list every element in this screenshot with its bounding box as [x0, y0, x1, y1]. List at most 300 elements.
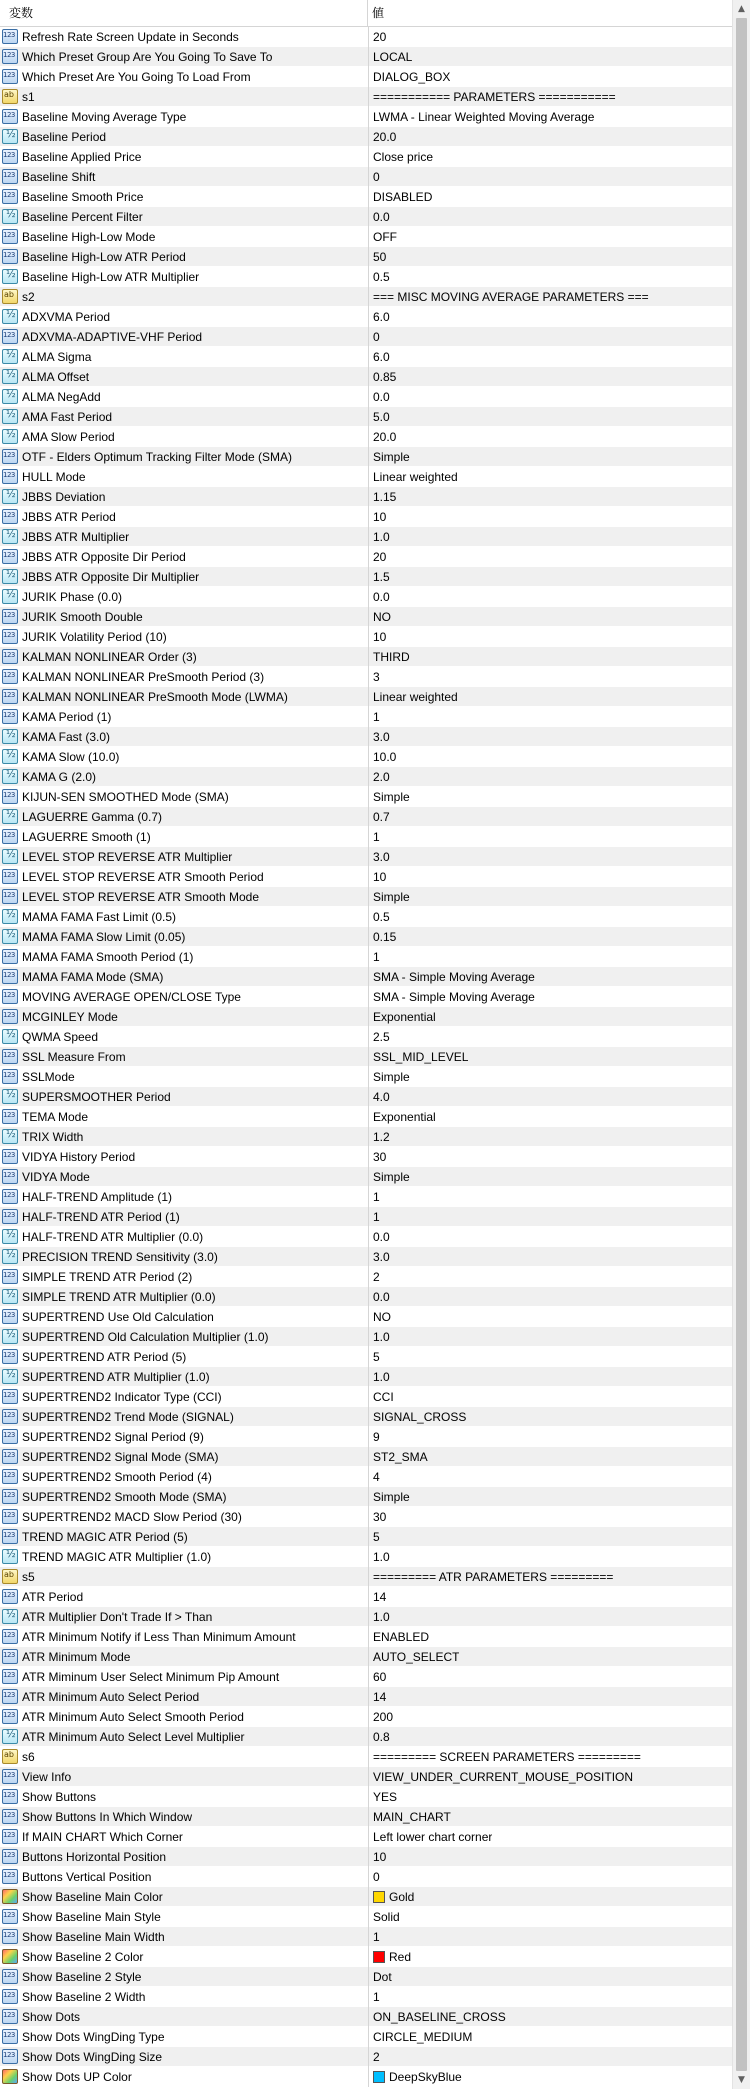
parameter-row[interactable] — [0, 1107, 732, 1127]
parameter-value[interactable] — [369, 1250, 390, 1264]
parameter-name: KAMA Fast (3.0) — [22, 729, 111, 744]
parameter-value[interactable] — [369, 730, 390, 744]
parameter-value[interactable] — [369, 370, 396, 384]
parameter-value[interactable] — [369, 830, 380, 844]
parameter-name: SUPERTREND2 Indicator Type (CCI) — [22, 1389, 222, 1404]
parameter-row[interactable] — [0, 247, 732, 267]
scroll-up-icon[interactable]: ▲ — [738, 4, 745, 14]
parameter-value[interactable] — [369, 490, 396, 504]
parameter-row[interactable] — [0, 747, 732, 767]
parameter-value[interactable] — [369, 250, 386, 264]
parameter-value[interactable] — [369, 1670, 386, 1684]
parameter-row[interactable] — [0, 187, 732, 207]
parameter-value[interactable] — [369, 950, 380, 964]
parameter-value[interactable] — [369, 230, 397, 244]
parameter-value[interactable] — [369, 970, 535, 984]
integer-type-icon — [2, 1629, 18, 1644]
parameter-row[interactable] — [0, 1827, 732, 1847]
parameter-row[interactable] — [0, 1947, 732, 1967]
parameter-value-text: Left lower chart corner — [373, 1829, 493, 1844]
parameter-row[interactable] — [0, 1807, 732, 1827]
parameter-row[interactable] — [0, 867, 732, 887]
parameter-value-text: LWMA - Linear Weighted Moving Average — [373, 109, 595, 124]
parameter-name: ALMA NegAdd — [22, 389, 101, 404]
parameter-row[interactable] — [0, 1247, 732, 1267]
parameter-value[interactable] — [369, 590, 390, 604]
parameter-name: s1 — [22, 89, 35, 104]
parameter-name: AMA Slow Period — [22, 429, 115, 444]
parameter-value[interactable] — [369, 1290, 390, 1304]
parameter-value[interactable] — [369, 710, 380, 724]
parameter-row[interactable] — [0, 1507, 732, 1527]
parameter-value[interactable] — [369, 630, 386, 644]
parameter-value-text: 0.5 — [373, 909, 390, 924]
parameter-row[interactable] — [0, 1227, 732, 1247]
parameter-value-text: Red — [389, 1949, 412, 1964]
parameter-row[interactable] — [0, 607, 732, 627]
parameter-row[interactable] — [0, 547, 732, 567]
parameter-value-text: ========= ATR PARAMETERS ========= — [373, 1569, 614, 1584]
parameter-row[interactable] — [0, 927, 732, 947]
parameter-row[interactable] — [0, 807, 732, 827]
parameter-value[interactable] — [369, 330, 380, 344]
integer-type-icon — [2, 889, 18, 904]
parameter-value[interactable] — [369, 190, 432, 204]
parameter-value[interactable] — [369, 2070, 462, 2084]
parameter-row[interactable] — [0, 407, 732, 427]
parameter-value[interactable] — [369, 1630, 429, 1644]
parameter-value[interactable] — [369, 1410, 466, 1424]
parameter-row[interactable] — [0, 1147, 732, 1167]
parameter-value-text: 5 — [373, 1349, 380, 1364]
parameter-value[interactable] — [369, 290, 649, 304]
parameter-name: Baseline High-Low ATR Multiplier — [22, 269, 200, 284]
parameter-row[interactable] — [0, 627, 732, 647]
parameter-row[interactable] — [0, 1667, 732, 1687]
parameter-row[interactable] — [0, 1407, 732, 1427]
parameter-row[interactable] — [0, 1707, 732, 1727]
parameter-value[interactable] — [369, 1870, 380, 1884]
parameter-name: JBBS ATR Opposite Dir Period — [22, 549, 186, 564]
parameter-value-text: Simple — [373, 789, 410, 804]
integer-type-icon — [2, 949, 18, 964]
integer-type-icon — [2, 1829, 18, 1844]
parameter-value[interactable] — [369, 350, 390, 364]
parameter-name: AMA Fast Period — [22, 409, 113, 424]
parameter-value[interactable] — [369, 930, 396, 944]
parameter-row[interactable] — [0, 1387, 732, 1407]
parameter-value[interactable] — [369, 130, 396, 144]
parameter-value[interactable] — [369, 890, 410, 904]
parameter-row[interactable] — [0, 287, 732, 307]
parameter-value[interactable] — [369, 1930, 380, 1944]
parameter-row[interactable] — [0, 1367, 732, 1387]
parameter-row[interactable] — [0, 107, 732, 127]
parameter-value-text: 1 — [373, 1929, 380, 1944]
double-type-icon — [2, 589, 18, 604]
parameter-value[interactable] — [369, 670, 380, 684]
parameter-value[interactable] — [369, 1810, 451, 1824]
parameter-value[interactable] — [369, 690, 458, 704]
parameter-row[interactable] — [0, 847, 732, 867]
parameter-value[interactable] — [369, 610, 391, 624]
integer-type-icon — [2, 549, 18, 564]
parameter-value[interactable] — [369, 1230, 390, 1244]
parameter-row[interactable] — [0, 347, 732, 367]
parameter-row[interactable] — [0, 567, 732, 587]
parameter-row[interactable] — [0, 387, 732, 407]
parameter-value[interactable] — [369, 1490, 410, 1504]
parameter-value[interactable] — [369, 1390, 394, 1404]
parameter-value[interactable] — [369, 410, 390, 424]
parameter-row[interactable] — [0, 207, 732, 227]
integer-type-icon — [2, 1709, 18, 1724]
string-type-icon — [2, 289, 18, 304]
parameter-value[interactable] — [369, 470, 458, 484]
parameter-row[interactable] — [0, 767, 732, 787]
parameter-row[interactable] — [0, 1467, 732, 1487]
parameter-row[interactable] — [0, 1027, 732, 1047]
parameter-value[interactable] — [369, 1310, 391, 1324]
parameter-value[interactable] — [369, 310, 390, 324]
parameter-value[interactable] — [369, 1430, 380, 1444]
parameter-row[interactable] — [0, 1767, 732, 1787]
parameter-value[interactable] — [369, 110, 594, 124]
parameter-row[interactable] — [0, 1047, 732, 1067]
parameter-value-text: 1 — [373, 829, 380, 844]
parameter-value-text: DISABLED — [373, 189, 433, 204]
parameter-row[interactable] — [0, 447, 732, 467]
parameter-name: Show Dots WingDing Size — [22, 2049, 163, 2064]
integer-type-icon — [2, 1789, 18, 1804]
double-type-icon — [2, 1369, 18, 1384]
parameter-value[interactable] — [369, 1450, 428, 1464]
parameter-name: KALMAN NONLINEAR PreSmooth Mode (LWMA) — [22, 689, 288, 704]
parameter-row[interactable] — [0, 67, 732, 87]
parameter-row[interactable] — [0, 727, 732, 747]
parameter-value-text: 1 — [373, 709, 380, 724]
parameter-value[interactable] — [369, 570, 390, 584]
double-type-icon — [2, 929, 18, 944]
parameter-value-text: NO — [373, 609, 391, 624]
parameter-value[interactable] — [369, 1190, 380, 1204]
parameter-row[interactable] — [0, 1547, 732, 1567]
parameter-name: Baseline High-Low ATR Period — [22, 249, 186, 264]
parameter-row[interactable] — [0, 967, 732, 987]
parameter-value[interactable] — [369, 1130, 390, 1144]
parameter-value[interactable] — [369, 210, 390, 224]
parameter-value[interactable] — [369, 850, 390, 864]
scroll-down-icon[interactable]: ▼ — [738, 2075, 745, 2085]
double-type-icon — [2, 129, 18, 144]
parameter-row[interactable] — [0, 1327, 732, 1347]
parameter-value[interactable] — [369, 1970, 392, 1984]
parameter-value[interactable] — [369, 150, 433, 164]
parameter-value[interactable] — [369, 170, 380, 184]
parameter-name: QWMA Speed — [22, 1029, 99, 1044]
parameter-name: LAGUERRE Smooth (1) — [22, 829, 151, 844]
parameter-row[interactable] — [0, 1587, 732, 1607]
parameter-row[interactable] — [0, 1307, 732, 1327]
parameter-value[interactable] — [369, 90, 616, 104]
parameter-name: s6 — [22, 1749, 35, 1764]
double-type-icon — [2, 1229, 18, 1244]
parameter-value-text: 14 — [373, 1689, 387, 1704]
parameter-value[interactable] — [369, 1890, 414, 1904]
parameter-value-text: 30 — [373, 1149, 387, 1164]
parameter-value-text: 1.0 — [373, 529, 390, 544]
parameter-name: JURIK Volatility Period (10) — [22, 629, 167, 644]
parameter-row[interactable] — [0, 1727, 732, 1747]
double-type-icon — [2, 1609, 18, 1624]
parameter-value[interactable] — [369, 2030, 472, 2044]
color-swatch — [373, 1951, 385, 1963]
vertical-scrollbar[interactable] — [732, 0, 750, 2089]
integer-type-icon — [2, 1409, 18, 1424]
parameter-value[interactable] — [369, 1650, 459, 1664]
parameter-name: MOVING AVERAGE OPEN/CLOSE Type — [22, 989, 241, 1004]
parameter-row[interactable] — [0, 2007, 732, 2027]
parameter-row[interactable] — [0, 527, 732, 547]
parameter-value-text: 0.7 — [373, 809, 390, 824]
parameter-value-text: Linear weighted — [373, 689, 458, 704]
parameter-value[interactable] — [369, 750, 396, 764]
parameter-value[interactable] — [369, 1030, 390, 1044]
parameter-row[interactable] — [0, 987, 732, 1007]
parameter-row[interactable] — [0, 47, 732, 67]
parameter-row[interactable] — [0, 1927, 732, 1947]
parameter-value[interactable] — [369, 1470, 380, 1484]
parameter-row[interactable] — [0, 127, 732, 147]
double-type-icon — [2, 1329, 18, 1344]
parameter-value[interactable] — [369, 1090, 390, 1104]
parameter-value[interactable] — [369, 270, 390, 284]
integer-type-icon — [2, 1449, 18, 1464]
parameter-row[interactable] — [0, 787, 732, 807]
parameter-value[interactable] — [369, 1790, 397, 1804]
parameter-value[interactable] — [369, 1210, 380, 1224]
parameter-value[interactable] — [369, 1950, 411, 1964]
parameter-value[interactable] — [369, 1830, 492, 1844]
parameter-value-text: 1.0 — [373, 1329, 390, 1344]
parameter-row[interactable] — [0, 667, 732, 687]
parameter-row[interactable] — [0, 1447, 732, 1467]
parameter-value[interactable] — [369, 510, 386, 524]
parameter-value-text: Simple — [373, 1489, 410, 1504]
parameter-row[interactable] — [0, 947, 732, 967]
parameter-row[interactable] — [0, 707, 732, 727]
parameter-value[interactable] — [369, 2010, 506, 2024]
parameter-value[interactable] — [369, 1050, 468, 1064]
parameter-row[interactable] — [0, 27, 732, 47]
parameter-value[interactable] — [369, 1610, 390, 1624]
parameter-value[interactable] — [369, 1350, 380, 1364]
parameter-row[interactable] — [0, 327, 732, 347]
integer-type-icon — [2, 29, 18, 44]
parameter-value[interactable] — [369, 30, 386, 44]
parameter-value[interactable] — [369, 790, 410, 804]
parameter-value[interactable] — [369, 1270, 380, 1284]
parameter-value[interactable] — [369, 430, 396, 444]
parameter-row[interactable] — [0, 1067, 732, 1087]
parameter-value-text: Exponential — [373, 1109, 436, 1124]
parameter-row[interactable] — [0, 1887, 732, 1907]
parameter-value[interactable] — [369, 2050, 380, 2064]
parameter-row[interactable] — [0, 1847, 732, 1867]
parameter-row[interactable] — [0, 907, 732, 927]
parameter-name: OTF - Elders Optimum Tracking Filter Mode (SMA) — [22, 449, 293, 464]
parameter-row[interactable] — [0, 1167, 732, 1187]
parameter-name: LAGUERRE Gamma (0.7) — [22, 809, 163, 824]
parameter-row[interactable] — [0, 2067, 732, 2087]
parameter-value[interactable] — [369, 390, 390, 404]
parameter-value-text: Gold — [389, 1889, 415, 1904]
parameter-row[interactable] — [0, 687, 732, 707]
parameter-row[interactable] — [0, 1967, 732, 1987]
parameter-value[interactable] — [369, 910, 390, 924]
parameter-value-text: 0.85 — [373, 369, 397, 384]
parameter-row[interactable] — [0, 1987, 732, 2007]
parameter-row[interactable] — [0, 427, 732, 447]
parameter-value-text: CIRCLE_MEDIUM — [373, 2029, 473, 2044]
parameter-row[interactable] — [0, 1527, 732, 1547]
integer-type-icon — [2, 109, 18, 124]
parameter-value[interactable] — [369, 550, 386, 564]
parameter-row[interactable] — [0, 2027, 732, 2047]
parameter-value[interactable] — [369, 870, 386, 884]
parameter-row[interactable] — [0, 1487, 732, 1507]
column-header-variable[interactable]: 変数 — [0, 0, 368, 26]
parameter-value-text: 0 — [373, 1869, 380, 1884]
parameter-row[interactable] — [0, 1627, 732, 1647]
parameter-value[interactable] — [369, 810, 390, 824]
parameter-row[interactable] — [0, 1267, 732, 1287]
parameter-row[interactable] — [0, 1907, 732, 1927]
integer-type-icon — [2, 449, 18, 464]
parameter-value-text: 4.0 — [373, 1089, 390, 1104]
parameter-row[interactable] — [0, 1687, 732, 1707]
parameter-row[interactable] — [0, 1187, 732, 1207]
parameter-value-text: 1.15 — [373, 489, 397, 504]
parameter-name: Show Baseline 2 Color — [22, 1949, 144, 1964]
integer-type-icon — [2, 469, 18, 484]
parameter-value-text: 2.0 — [373, 769, 390, 784]
parameter-row[interactable] — [0, 1087, 732, 1107]
parameter-value[interactable] — [369, 1150, 386, 1164]
column-header-value[interactable]: 値 — [372, 6, 385, 20]
parameter-value[interactable] — [369, 1110, 436, 1124]
parameter-value[interactable] — [369, 1710, 393, 1724]
parameter-value[interactable] — [369, 50, 412, 64]
parameter-name: Show Baseline 2 Style — [22, 1969, 142, 1984]
parameter-value[interactable] — [369, 1570, 613, 1584]
parameter-name: LEVEL STOP REVERSE ATR Smooth Period — [22, 869, 264, 884]
parameter-row[interactable] — [0, 1647, 732, 1667]
parameter-value[interactable] — [369, 1530, 380, 1544]
parameter-row[interactable] — [0, 1867, 732, 1887]
parameter-row[interactable] — [0, 1287, 732, 1307]
parameter-value-text: MAIN_CHART — [373, 1809, 451, 1824]
parameter-name: TREND MAGIC ATR Period (5) — [22, 1529, 188, 1544]
parameter-value[interactable] — [369, 770, 390, 784]
parameter-value-text: 0.0 — [373, 1289, 390, 1304]
parameter-row[interactable] — [0, 1347, 732, 1367]
parameter-value[interactable] — [369, 1910, 400, 1924]
parameter-row[interactable] — [0, 267, 732, 287]
parameter-row[interactable] — [0, 587, 732, 607]
parameter-value[interactable] — [369, 1070, 410, 1084]
parameter-row[interactable] — [0, 507, 732, 527]
parameter-value[interactable] — [369, 1010, 436, 1024]
parameter-value[interactable] — [369, 1990, 380, 2004]
parameter-value[interactable] — [369, 1510, 386, 1524]
parameter-name: HALF-TREND Amplitude (1) — [22, 1189, 173, 1204]
parameter-value-text: Simple — [373, 1169, 410, 1184]
parameter-value[interactable] — [369, 1550, 390, 1564]
parameter-value[interactable] — [369, 530, 390, 544]
parameter-value[interactable] — [369, 1690, 386, 1704]
parameter-row[interactable] — [0, 467, 732, 487]
parameter-value[interactable] — [369, 1770, 633, 1784]
integer-type-icon — [2, 629, 18, 644]
parameter-value[interactable] — [369, 70, 450, 84]
parameter-value[interactable] — [369, 1330, 390, 1344]
parameter-value-text: NO — [373, 1309, 391, 1324]
parameter-row[interactable] — [0, 167, 732, 187]
parameter-row[interactable] — [0, 1127, 732, 1147]
parameter-row[interactable] — [0, 1427, 732, 1447]
parameter-value-text: Linear weighted — [373, 469, 458, 484]
parameter-row[interactable] — [0, 827, 732, 847]
parameter-value[interactable] — [369, 650, 410, 664]
parameter-name: ADXVMA-ADAPTIVE-VHF Period — [22, 329, 203, 344]
parameter-name: KALMAN NONLINEAR Order (3) — [22, 649, 197, 664]
parameter-value-text: SIGNAL_CROSS — [373, 1409, 467, 1424]
parameter-row[interactable] — [0, 1787, 732, 1807]
parameter-row[interactable] — [0, 887, 732, 907]
parameter-row[interactable] — [0, 487, 732, 507]
parameter-row[interactable] — [0, 1567, 732, 1587]
scrollbar-thumb[interactable] — [736, 18, 747, 2071]
parameter-value[interactable] — [369, 1750, 641, 1764]
parameter-value[interactable] — [369, 1590, 386, 1604]
parameter-name: HULL Mode — [22, 469, 86, 484]
parameter-value-text: 2 — [373, 2049, 380, 2064]
parameter-row[interactable] — [0, 647, 732, 667]
parameter-value-text: 1 — [373, 1989, 380, 2004]
parameter-row[interactable] — [0, 307, 732, 327]
parameter-name: SIMPLE TREND ATR Period (2) — [22, 1269, 193, 1284]
parameter-value[interactable] — [369, 450, 410, 464]
parameter-row[interactable] — [0, 1007, 732, 1027]
parameter-value[interactable] — [369, 1370, 390, 1384]
parameter-row[interactable] — [0, 2047, 732, 2067]
parameter-row[interactable] — [0, 1747, 732, 1767]
parameter-name: LEVEL STOP REVERSE ATR Smooth Mode — [22, 889, 259, 904]
parameter-value[interactable] — [369, 1170, 410, 1184]
parameter-row[interactable] — [0, 367, 732, 387]
parameter-row[interactable] — [0, 147, 732, 167]
parameter-value[interactable] — [369, 1730, 390, 1744]
parameter-value[interactable] — [369, 1850, 386, 1864]
integer-type-icon — [2, 1989, 18, 2004]
parameter-value[interactable] — [369, 990, 535, 1004]
parameter-row[interactable] — [0, 227, 732, 247]
parameter-row[interactable] — [0, 1207, 732, 1227]
parameter-row[interactable] — [0, 87, 732, 107]
parameter-name: JBBS ATR Multiplier — [22, 529, 130, 544]
parameter-row[interactable] — [0, 1607, 732, 1627]
